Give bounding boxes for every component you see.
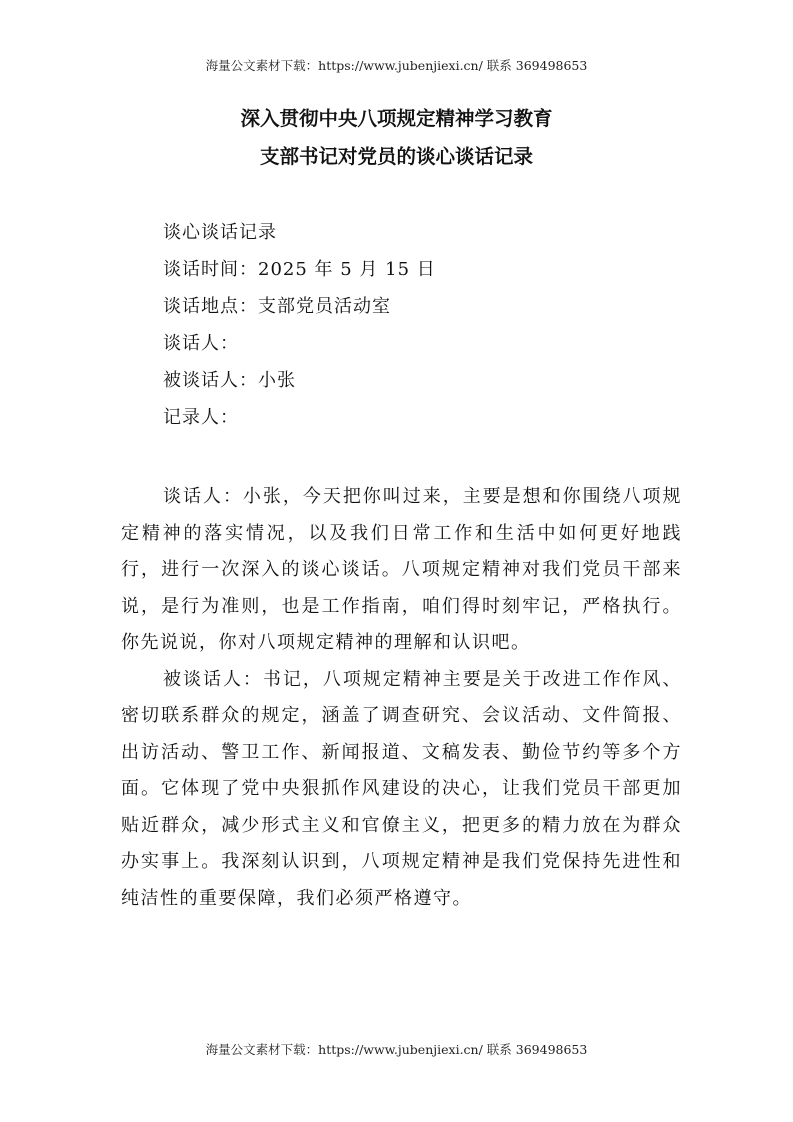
interviewee: 被谈话人：小张	[163, 370, 296, 391]
conversation-place: 谈话地点：支部党员活动室	[163, 296, 391, 317]
page-header: 海量公文素材下载：https://www.jubenjiexi.cn/ 联系 369498653	[205, 58, 588, 73]
paragraph-speaker: 谈话人：小张，今天把你叫过来，主要是想和你围绕八项规定精神的落实情况，以及我们日常工作和生活中如何更好地践行，进行一次深入的谈心谈话。八项规定精神对我们党员干部来说，是行为准则，也是工作指南，咱们得时刻牢记，严格执行。你先说说，你对八项规定精神的理解和认识吧。	[121, 486, 682, 653]
document-title-line-1: 深入贯彻中央八项规定精神学习教育	[240, 107, 553, 130]
paragraph-interviewee: 被谈话人：书记，八项规定精神主要是关于改进工作作风、密切联系群众的规定，涵盖了调查研究、会议活动、文件简报、出访活动、警卫工作、新闻报道、文稿发表、勤俭节约等多个方面。它体现了党中央狠抓作风建设的决心，让我们党员干部更加贴近群众，减少形式主义和官僚主义，把更多的精力放在为群众办实事上。我深刻认识到，八项规定精神是我们党保持先进性和纯洁性的重要保障，我们必须严格遵守。	[121, 668, 682, 909]
conversation-body	[121, 479, 682, 917]
record-title: 谈心谈话记录	[163, 222, 277, 243]
recorder: 记录人：	[163, 407, 239, 428]
document-title-line-2: 支部书记对党员的谈心谈话记录	[259, 145, 533, 168]
record-metadata	[163, 214, 683, 436]
speaker: 谈话人：	[163, 333, 239, 354]
page-footer: 海量公文素材下载：https://www.jubenjiexi.cn/ 联系 369498653	[205, 1042, 588, 1057]
conversation-time: 谈话时间：2025 年 5 月 15 日	[163, 259, 436, 280]
